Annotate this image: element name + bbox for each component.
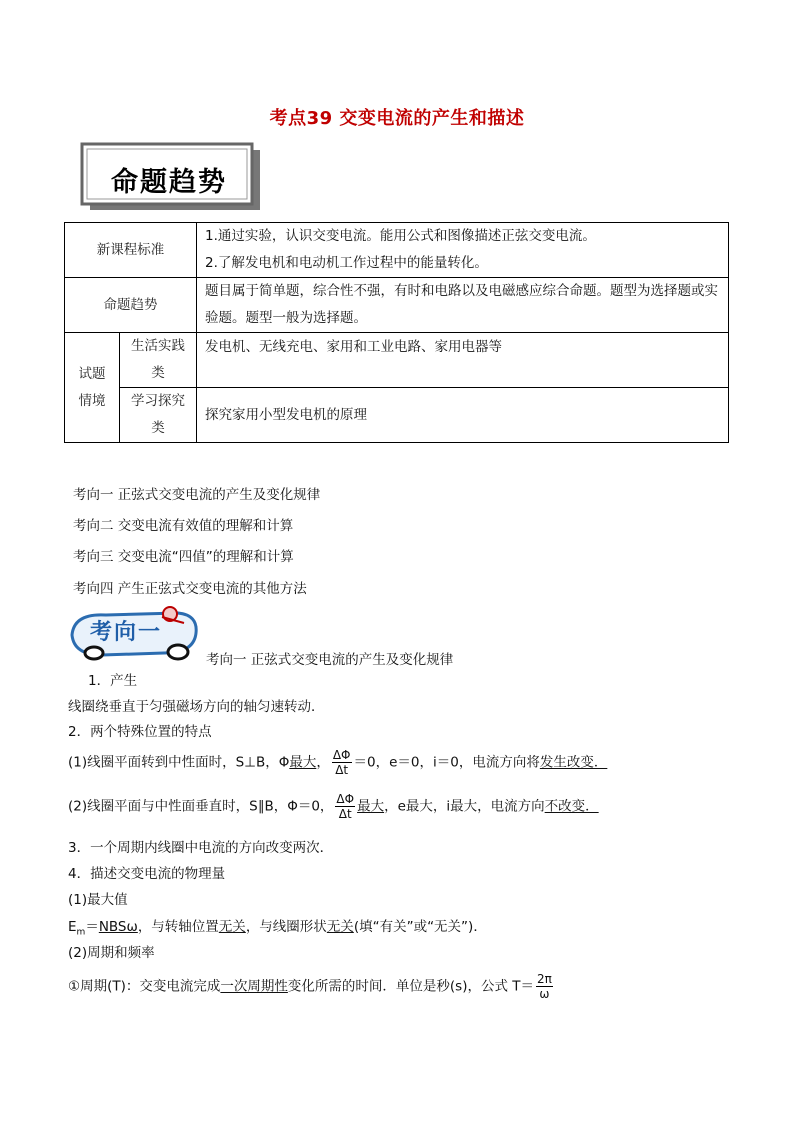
standard-line-2: 2.了解发电机和电动机工作过程中的能量转化。 bbox=[205, 255, 488, 271]
trend-line-1: 题目属于简单题，综合性不强，有时和电路以及电磁感应综合命题。题型为选择题或实 bbox=[205, 283, 718, 299]
table-cell-life: 发电机、无线充电、家用和工业电路、家用电器等 bbox=[197, 333, 729, 388]
fraction-numerator: ΔΦ bbox=[332, 748, 351, 762]
table-cell-study: 探究家用小型发电机的原理 bbox=[197, 388, 729, 443]
subheading-2: 2．两个特殊位置的特点 bbox=[68, 724, 212, 740]
fraction-numerator: 2π bbox=[537, 972, 552, 986]
table-header-context bbox=[65, 333, 120, 443]
text-span: ， bbox=[316, 754, 330, 771]
table-row bbox=[65, 388, 729, 443]
underlined-answer: 最大 bbox=[357, 798, 385, 815]
point-perpendicular bbox=[68, 792, 599, 821]
text-span: ＝0，e＝0，i＝0，电流方向将 bbox=[353, 754, 540, 771]
flux-rate-fraction bbox=[335, 792, 355, 821]
badge-label: 考向一 bbox=[90, 619, 163, 645]
text-span: (填“有关”或“无关”)． bbox=[353, 919, 487, 935]
text-span: 变化所需的时间．单位是秒(s)，公式 T＝ bbox=[287, 978, 534, 995]
text-span: E bbox=[68, 919, 77, 935]
underlined-answer: 无关 bbox=[218, 919, 246, 935]
badge-dot-icon bbox=[168, 645, 188, 659]
fraction-denominator: ω bbox=[539, 987, 550, 1001]
life-label-b: 类 bbox=[151, 365, 165, 381]
subscript: m bbox=[76, 927, 86, 938]
fraction-denominator: Δt bbox=[335, 763, 349, 777]
study-label-a: 学习探究 bbox=[131, 393, 185, 409]
underlined-answer: 一次周期性 bbox=[220, 978, 288, 995]
trend-line-2: 验题。题型一般为选择题。 bbox=[205, 310, 367, 326]
table-header-trend: 命题趋势 bbox=[65, 278, 197, 333]
text-span: ，与转轴位置 bbox=[137, 919, 219, 935]
table-header-standard: 新课程标准 bbox=[65, 223, 197, 278]
text-span: ＝ bbox=[85, 919, 99, 935]
table-row bbox=[65, 223, 729, 278]
text-span: ，e最大，i最大，电流方向 bbox=[384, 798, 545, 815]
max-value-line bbox=[68, 915, 487, 938]
text-span: (2)线圈平面与中性面垂直时，S∥B，Φ＝0， bbox=[68, 798, 334, 815]
table-cell-standard bbox=[197, 223, 729, 278]
table-row bbox=[65, 333, 729, 388]
section-heading: 考向一 正弦式交变电流的产生及变化规律 bbox=[206, 652, 454, 668]
context-label-b: 情境 bbox=[78, 392, 106, 409]
study-label-b: 类 bbox=[151, 420, 165, 436]
toc-item-2[interactable]: 考向二 交变电流有效值的理解和计算 bbox=[73, 518, 294, 534]
underlined-answer: 发生改变． bbox=[539, 754, 608, 771]
fraction-denominator: Δt bbox=[338, 807, 352, 821]
toc-item-1[interactable]: 考向一 正弦式交变电流的产生及变化规律 bbox=[73, 487, 321, 503]
table-subheader-study bbox=[120, 388, 197, 443]
fraction-numerator: ΔΦ bbox=[336, 792, 355, 806]
text-span: (1)线圈平面转到中性面时，S⊥B，Φ bbox=[68, 754, 290, 771]
info-table bbox=[64, 222, 729, 443]
point-neutral-plane bbox=[68, 748, 607, 777]
period-fraction bbox=[536, 972, 553, 1001]
subheading-4-2: (2)周期和频率 bbox=[68, 945, 155, 961]
body-text: 线圈绕垂直于匀强磁场方向的轴匀速转动． bbox=[68, 699, 325, 715]
underlined-answer: 不改变． bbox=[544, 798, 599, 815]
period-line bbox=[68, 972, 555, 1001]
life-label-a: 生活实践 bbox=[131, 338, 185, 354]
table-subheader-life bbox=[120, 333, 197, 388]
table-row bbox=[65, 278, 729, 333]
text-span: ①周期(T)：交变电流完成 bbox=[68, 978, 221, 995]
text-span: ，与线圈形状 bbox=[245, 919, 327, 935]
context-label-a: 试题 bbox=[78, 365, 106, 382]
badge-dot-icon bbox=[85, 647, 103, 659]
underlined-answer: 最大 bbox=[289, 754, 317, 771]
toc-item-3[interactable]: 考向三 交变电流“四值”的理解和计算 bbox=[73, 549, 294, 565]
subheading-1: 1．产生 bbox=[88, 673, 138, 689]
toc-item-4[interactable]: 考向四 产生正弦式交变电流的其他方法 bbox=[73, 581, 307, 597]
flux-rate-fraction bbox=[332, 748, 352, 777]
banner-label: 命题趋势 bbox=[111, 167, 227, 198]
table-cell-trend bbox=[197, 278, 729, 333]
body-text: 3．一个周期内线圈中电流的方向改变两次． bbox=[68, 840, 334, 856]
standard-line-1: 1.通过实验，认识交变电流。能用公式和图像描述正弦交变电流。 bbox=[205, 228, 596, 244]
subheading-4-1: (1)最大值 bbox=[68, 892, 128, 908]
underlined-answer: 无关 bbox=[326, 919, 354, 935]
subheading-4: 4．描述交变电流的物理量 bbox=[68, 866, 226, 882]
page-title: 考点39 交变电流的产生和描述 bbox=[269, 108, 525, 129]
underlined-answer: NBSω bbox=[98, 919, 138, 935]
